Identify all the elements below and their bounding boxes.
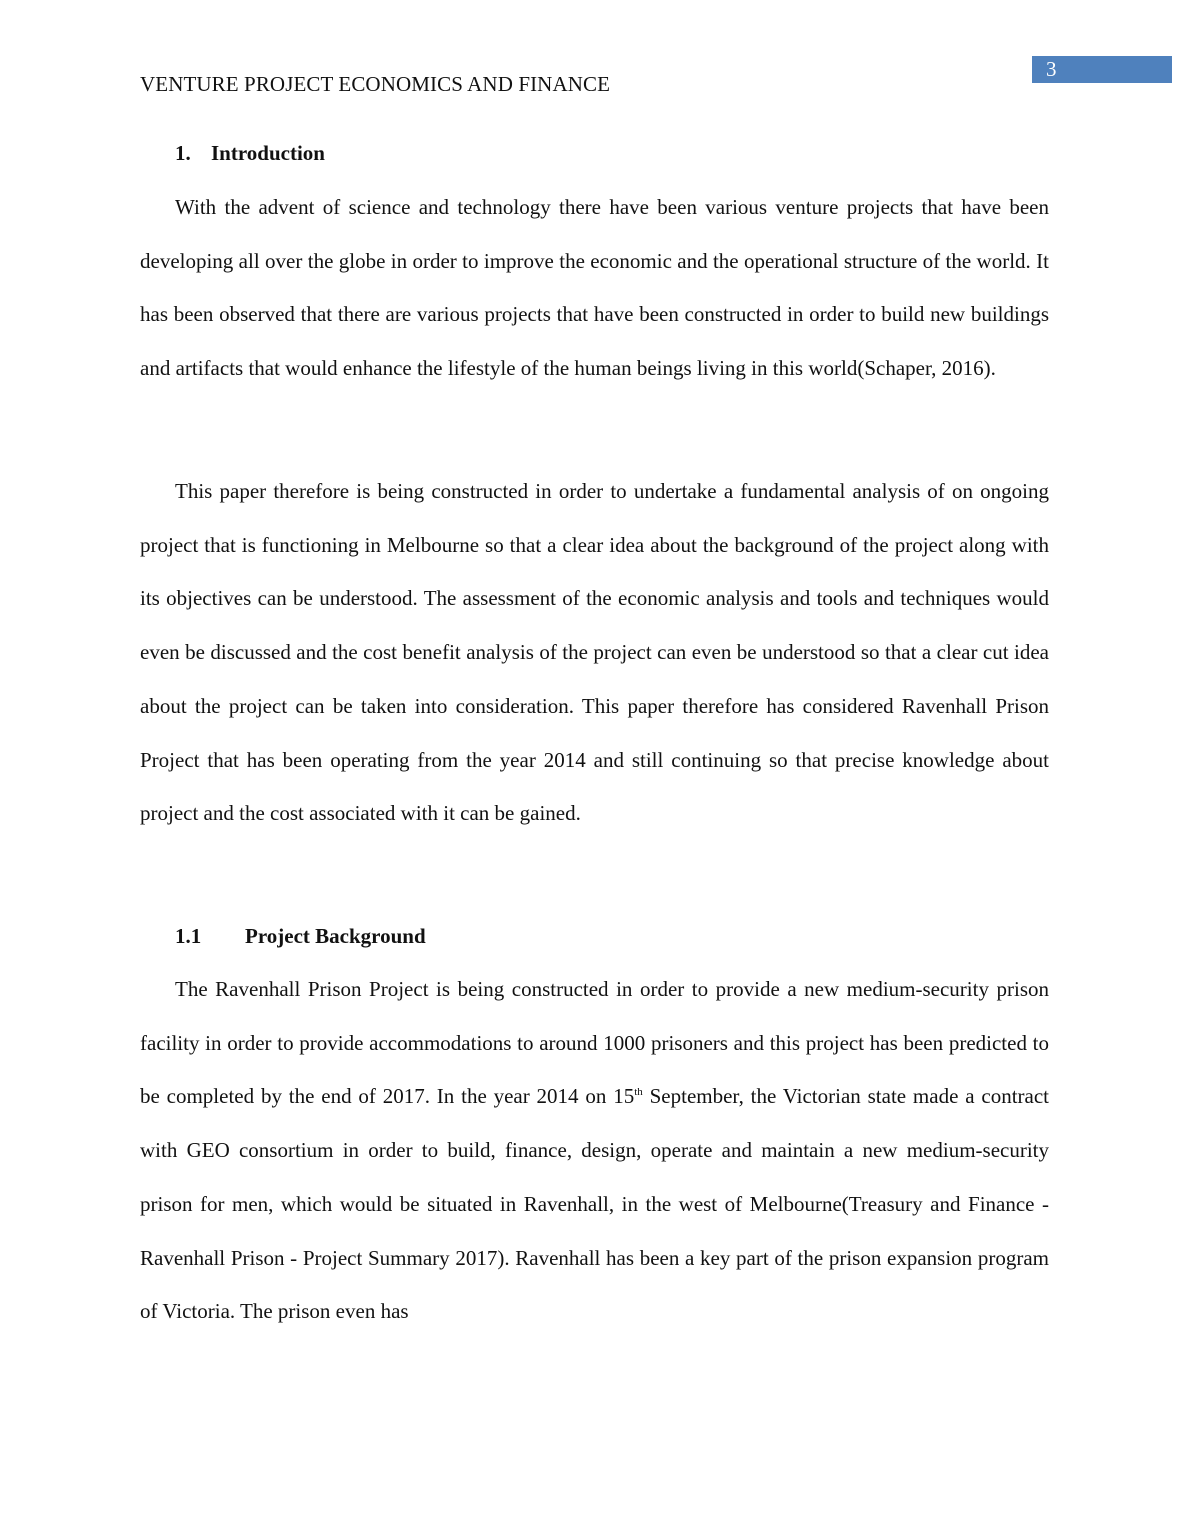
background-text-part-1: The Ravenhall Prison Project is being constructed in order to provide a new medium-security prison facility in order to provide accommodations to around 1000 prisoners and this project has been predicted to be completed by the end of 2017. In the year 2014 on 15 bbox=[140, 977, 1049, 1109]
page-number: 3 bbox=[1046, 57, 1057, 81]
background-paragraph bbox=[140, 963, 1049, 1339]
section-heading-project-background bbox=[175, 922, 426, 950]
subsection-title: Project Background bbox=[245, 924, 426, 948]
section-heading-introduction bbox=[175, 139, 325, 167]
page-number-bar bbox=[1032, 56, 1172, 83]
background-text-part-2: September, the Victorian state made a contract with GEO consortium in order to build, finance, design, operate and maintain a new medium-security prison for men, which would be situated in Ravenhall, in the west of Melbourne(Treasury and Finance - Ravenhall Prison - Project Summary 2017). Ravenhall has been a key part of the prison expansion program of Victoria. The prison even has bbox=[140, 1084, 1050, 1324]
subsection-number: 1.1 bbox=[175, 924, 202, 948]
intro-paragraph-1: With the advent of science and technology there have been various venture projects that have been developing all over the globe in order to improve the economic and the operational structure of the world. It has been observed that there are various projects that have been constructed in order to build new buildings and artifacts that would enhance the lifestyle of the human beings living in this world(Schaper, 2016). bbox=[140, 195, 1049, 381]
ordinal-superscript: th bbox=[634, 1086, 643, 1099]
section-title: Introduction bbox=[211, 141, 325, 165]
intro-paragraph-2: This paper therefore is being constructed in order to undertake a fundamental analysis of on ongoing project that is functioning in Melbourne so that a clear idea about the background of the project along with its objectives can be understood. The assessment of the economic analysis and tools and techniques would even be discussed and the cost benefit analysis of the project can even be understood so that a clear cut idea about the project can be taken into consideration. This paper therefore has considered Ravenhall Prison Project that has been operating from the year 2014 and still continuing so that precise knowledge about project and the cost associated with it can be gained. bbox=[140, 479, 1049, 826]
section-number: 1. bbox=[175, 141, 191, 165]
running-head: VENTURE PROJECT ECONOMICS AND FINANCE bbox=[140, 72, 611, 96]
